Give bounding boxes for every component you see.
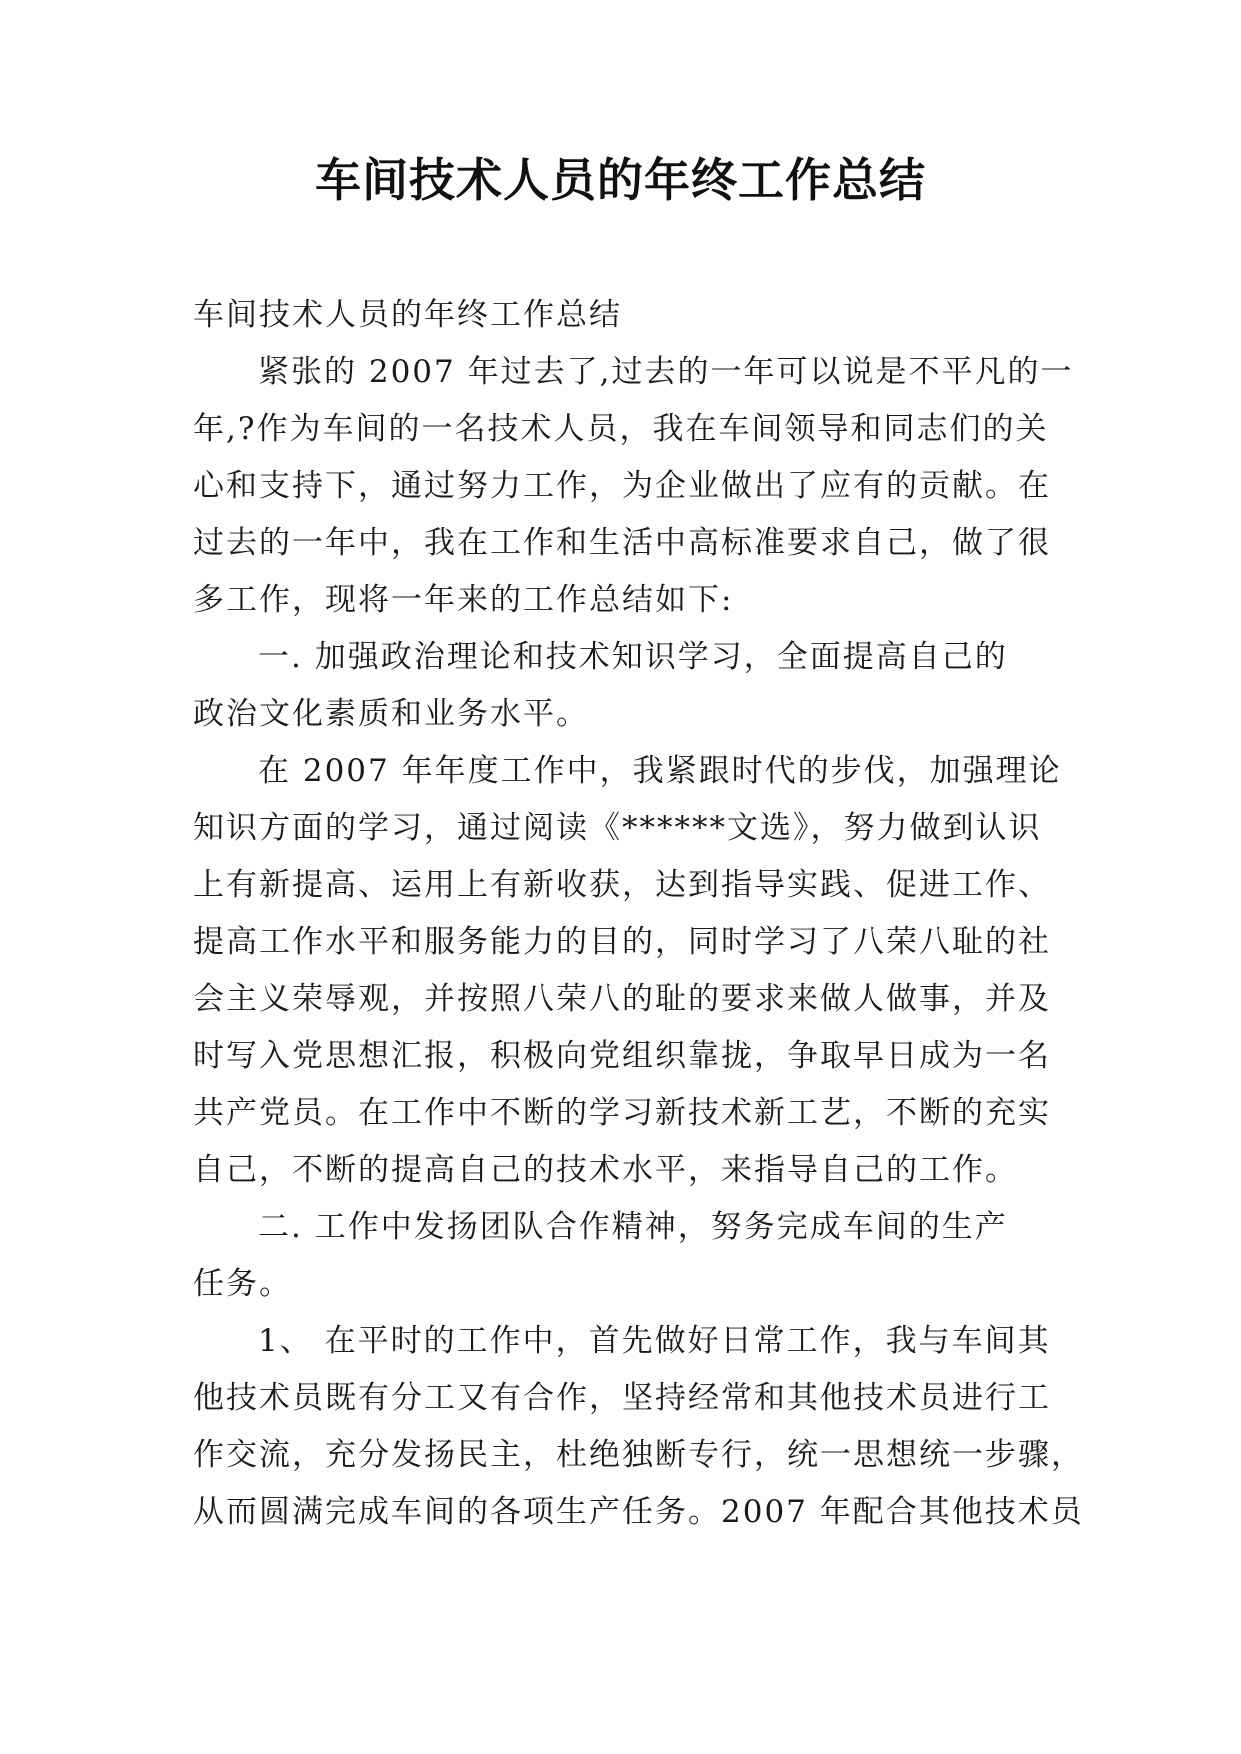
list-item-1: 1、 在平时的工作中，首先做好日常工作，我与车间其 [258, 1323, 1051, 1359]
text-line: 会主义荣辱观，并按照八荣八的耻的要求来做人做事，并及 [193, 981, 1051, 1017]
text-line: 共产党员。在工作中不断的学习新技术新工艺，不断的充实 [193, 1095, 1051, 1131]
text-line: 提高工作水平和服务能力的目的，同时学习了八荣八耻的社 [193, 924, 1051, 960]
text-line: 年,?作为车间的一名技术人员，我在车间领导和同志们的关 [193, 411, 1049, 447]
section-heading-2-cont: 任务。 [193, 1266, 292, 1302]
document-title: 车间技术人员的年终工作总结 [315, 153, 926, 207]
text-line: 知识方面的学习，通过阅读《******文选》，努力做到认识 [193, 810, 1042, 846]
text-line: 过去的一年中，我在工作和生活中高标准要求自己，做了很 [193, 525, 1051, 561]
text-line: 自己，不断的提高自己的技术水平，来指导自己的工作。 [193, 1152, 1018, 1188]
text-line: 他技术员既有分工又有合作，坚持经常和其他技术员进行工 [193, 1380, 1051, 1416]
text-line: 紧张的 2007 年过去了,过去的一年可以说是不平凡的一 [258, 354, 1074, 390]
section-heading-1-cont: 政治文化素质和业务水平。 [193, 696, 589, 732]
section-heading-2: 二. 工作中发扬团队合作精神，努务完成车间的生产 [258, 1209, 1008, 1245]
text-line: 心和支持下，通过努力工作，为企业做出了应有的贡献。在 [193, 468, 1051, 504]
subtitle-line: 车间技术人员的年终工作总结 [193, 297, 622, 333]
text-line: 多工作，现将一年来的工作总结如下: [193, 582, 734, 618]
text-line: 在 2007 年年度工作中，我紧跟时代的步伐，加强理论 [258, 753, 1062, 789]
text-line: 作交流，充分发扬民主，杜绝独断专行，统一思想统一步骤， [193, 1437, 1084, 1473]
text-line: 时写入党思想汇报，积极向党组织靠拢，争取早日成为一名 [193, 1038, 1051, 1074]
text-line: 上有新提高、运用上有新收获，达到指导实践、促进工作、 [193, 867, 1051, 903]
section-heading-1: 一. 加强政治理论和技术知识学习，全面提高自己的 [258, 639, 1008, 675]
text-line: 从而圆满完成车间的各项生产任务。2007 年配合其他技术员 [193, 1494, 1084, 1530]
